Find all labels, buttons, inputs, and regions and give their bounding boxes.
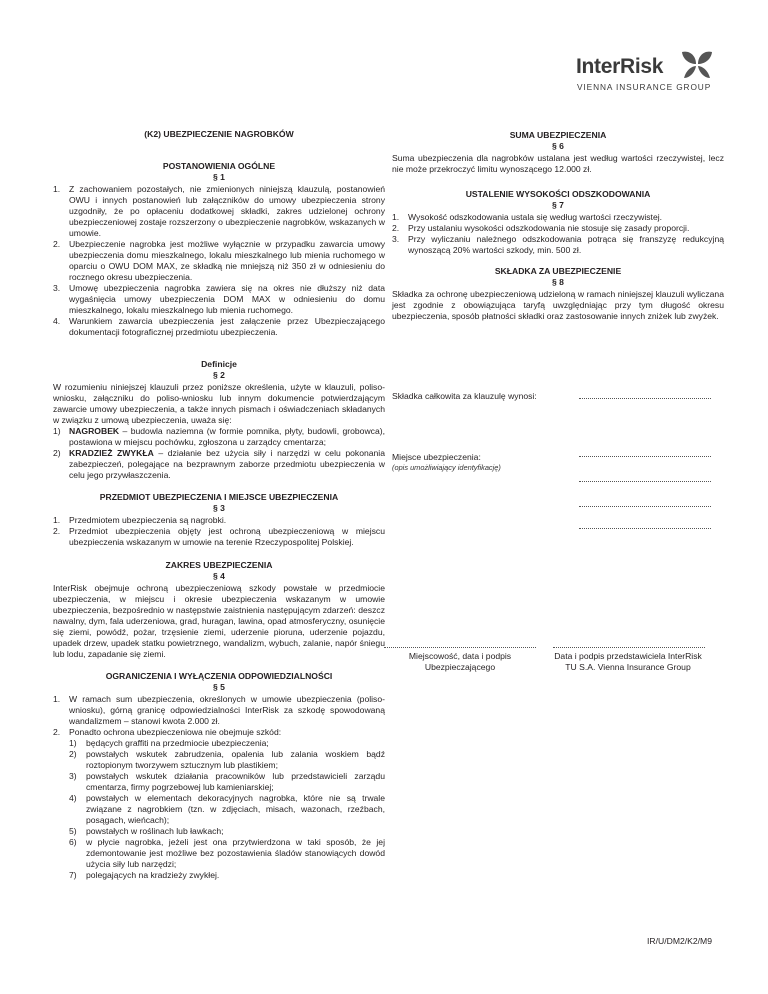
total-premium-label: Składka całkowita za klauzulę wynosi: [392,391,537,401]
insurance-place-field-4[interactable] [579,528,711,529]
list-item: 3) powstałych wskutek działania pracowników lub przedstawicieli zarządu cmentarza, firmy pogrzebowej lub kamieniarskiej; [69,771,385,792]
definition-item: 2) KRADZIEŻ ZWYKŁA – działanie bez użycia siły i narzędzi w celu pokonania zabezpieczeń, polegające na bezprawnym zaborze przedmiotu ubezpieczenia w celu jego przywłaszczenia. [53,448,386,480]
list-item: 1) będących graffiti na przedmiocie ubezpieczenia; [69,738,269,748]
policyholder-signature-line[interactable] [384,647,536,648]
insurance-place-label: Miejsce ubezpieczenia: [392,452,481,462]
list-item: 2. Przy ustalaniu wysokości odszkodowania nie stosuje się zasady proporcji. [392,223,690,233]
left-column [53,129,385,881]
definition-item: 1) NAGROBEK – budowla naziemna (w formie pomnika, płyty, budowli, grobowca), postawiona w miejscu pochówku, zgłoszona u zarządcy cmentarza; [53,426,385,447]
insurance-place-field-3[interactable] [579,506,711,507]
paragraph-5-mark: § 5 [213,682,225,692]
insurer-signature-line[interactable] [553,647,705,648]
list-item: 4) powstałych w elementach dekoracyjnych nagrobka, które nie są trwale związane z nagrobkiem (tzn. w zdjęciach, misach, wazonach, rzeźbach, posągach, wieńcach); [69,793,385,825]
paragraph-7-mark: § 7 [552,200,564,210]
paragraph-3-mark: § 3 [213,503,225,513]
sum-heading: SUMA UBEZPIECZENIA [509,130,607,140]
list-item: 2. Ponadto ochrona ubezpieczeniowa nie obejmuje szkód: 1) będących graffiti na przedmiocie ubezpieczenia; 2) powstałych wskutek zabrudzenia, opalenia lub zalania woskiem bądź roztopionym tworzywem sztucznym lub plastikiem; 3) powstałych wskutek działania pracowników lub przedstawicieli zarządu cmentarza, firmy pogrzebowej lub kamieniarskiej; 4) powstałych w elementach dekoracyjnych nagrobka, które nie są trwale związane z nagrobkiem (tzn. w zdjęciach, misach, wazonach, rzeźbach, posągach, wieńcach); 5) powstałych w roślinach lub ławkach; 6) w płycie nagrobka, jeżeli jest ona przytwierdzona w taki sposób, że jej zdemontowanie jest możliwe bez pozostawienia śladów stanowiących dowód użycia siły lub narzędzi; 7) polegających na kradzieży zwykłej. [53,727,385,880]
policyholder-signature-caption: Miejscowość, data i podpis Ubezpieczającego [408,651,512,673]
logo-tagline: VIENNA INSURANCE GROUP [577,82,712,92]
list-item: 7) polegających na kradzieży zwykłej. [69,870,220,880]
scope-heading: ZAKRES UBEZPIECZENIA [165,560,273,570]
document-code: IR/U/DM2/K2/M9 [647,936,712,946]
insurance-place-field-2[interactable] [579,481,711,482]
limits-heading: OGRANICZENIA I WYŁĄCZENIA ODPOWIEDZIALNOŚCI [105,671,333,681]
definitions-heading: Definicje [201,359,237,369]
list-item: 5) powstałych w roślinach lub ławkach; [69,826,224,836]
butterfly-logo-icon [680,50,714,80]
premium-heading: SKŁADKA ZA UBEZPIECZENIE [494,266,622,276]
list-item: 1. W ramach sum ubezpieczenia, określonych w umowie ubezpieczenia (poliso-wniosku), górną granicę odpowiedzialności InterRisk za szkodę spowodowaną wandalizmem – stanowi kwota 2.000 zł. [53,694,385,726]
paragraph-8-mark: § 8 [552,277,564,287]
clause-title: (K2) UBEZPIECZENIE NAGROBKÓW [144,129,294,139]
general-provisions-list [53,184,385,338]
total-premium-field[interactable] [579,398,711,399]
list-item: 1. Przedmiotem ubezpieczenia są nagrobki. [53,515,227,525]
insurer-signature-caption: Data i podpis przedstawiciela InterRisk TU S.A. Vienna Insurance Group [554,651,702,673]
general-provisions-heading: POSTANOWIENIA OGÓLNE [162,161,276,171]
insurance-place-field-1[interactable] [579,456,711,457]
damages-heading: USTALENIE WYSOKOŚCI ODSZKODOWANIA [465,189,651,199]
limits-list [53,694,385,881]
list-item: 6) w płycie nagrobka, jeżeli jest ona przytwierdzona w taki sposób, że jej zdemontowanie jest możliwe bez pozostawienia śladów stanowiących dowód użycia siły lub narzędzi; [69,837,385,869]
list-item: 2. Ubezpieczenie nagrobka jest możliwe wyłącznie w przypadku zawarcia umowy ubezpieczenia domu mieszkalnego, lokalu mieszkalnego lub mienia ruchomego w oparciu o OWU DOM MAX, ze składką nie mniejszą niż 350 zł w odniesieniu do rocznego okresu ubezpieczenia. [53,239,385,282]
exclusions-list [69,738,385,881]
subject-list [53,515,385,548]
paragraph-6-mark: § 6 [552,141,564,151]
subject-heading: PRZEDMIOT UBEZPIECZENIA I MIEJSCE UBEZPIECZENIA [99,492,339,502]
list-item: 1. Z zachowaniem pozostałych, nie zmienionych niniejszą klauzulą, postanowień OWU i innych postanowień lub załączników do umowy ubezpieczenia strony uzgodniły, że po opłaceniu dodatkowej składki, zakres udzielonej ochrony ubezpieczeniowej zostaje rozszerzony o ubezpieczenie nagrobków, wskazanych w umowie. [53,184,385,238]
paragraph-1-mark: § 1 [213,172,225,182]
company-logo [576,50,718,98]
paragraph-2-mark: § 2 [213,370,225,380]
sum-text: Suma ubezpieczenia dla nagrobków ustalana jest według wartości rzeczywistej, lecz nie może przekroczyć limitu wynoszącego 12.000 zł. [392,153,724,174]
paragraph-4-mark: § 4 [213,571,225,581]
list-item: 3. Przy wyliczaniu należnego odszkodowania potrąca się franszyzę redukcyjną wynoszącą 20% wartości szkody, min. 500 zł. [392,234,724,255]
damages-list [392,212,724,256]
list-item: 2) powstałych wskutek zabrudzenia, opalenia lub zalania woskiem bądź roztopionym tworzywem sztucznym lub plastikiem; [69,749,385,770]
definitions-intro: W rozumieniu niniejszej klauzuli przez poniższe określenia, użyte w klauzuli, poliso-wniosku, załączniku do poliso-wniosku lub innym dokumencie potwierdzającym zawarcie umowy ubezpieczenia, a także innych pismach i oświadczeniach składanych w związku z umową ubezpieczenia, uważa się: [53,382,385,425]
list-item: 2. Przedmiot ubezpieczenia objęty jest ochroną ubezpieczeniową w miejscu ubezpieczenia wskazanym w umowie na terenie Rzeczypospolitej Polskiej. [53,526,385,547]
premium-text: Składka za ochronę ubezpieczeniową udzieloną w ramach niniejszej klauzuli wyliczana jest zgodnie z obowiązująca taryfą uwzględniając przy tym długość okresu ubezpieczenia, sposób płatności składki oraz zastosowanie innych zniżek lub zwyżek. [392,289,724,321]
list-item: 1. Wysokość odszkodowania ustala się według wartości rzeczywistej. [392,212,663,222]
list-item: 4. Warunkiem zawarcia ubezpieczenia jest załączenie przez Ubezpieczającego dokumentacji fotograficznej przedmiotu ubezpieczenia. [53,316,385,337]
right-column [392,130,724,322]
logo-brand-text: InterRisk [576,55,664,78]
list-item: 3. Umowę ubezpieczenia nagrobka zawiera się na okres nie dłuższy niż data wygaśnięcia umowy ubezpieczenia DOM MAX w odniesieniu do domu mieszkalnego, lokalu mieszkalnego lub mienia ruchomego. [53,283,385,315]
insurance-place-note: (opis umożliwiający identyfikację) [392,463,501,472]
scope-text: InterRisk obejmuje ochroną ubezpieczeniową szkody powstałe w przedmiocie ubezpieczenia, w miejscu i okresie ubezpieczenia wskazanym w umowie ubezpieczenia, bezpośrednio w następstwie zaistnienia następującym zdarzeń: deszcz nawalny, dym, fala uderzeniowa, grad, huragan, lawina, opad atmosferyczny, osunięcie się ziemi, powódź, pożar, trzęsienie ziemi, uderzenie pioruna, uderzenie pojazdu, upadek drzew, upadek statku powietrznego, wandalizm, wybuch, zalanie, napór śniegu lub lodu, zapadanie się ziemi. [53,583,385,659]
